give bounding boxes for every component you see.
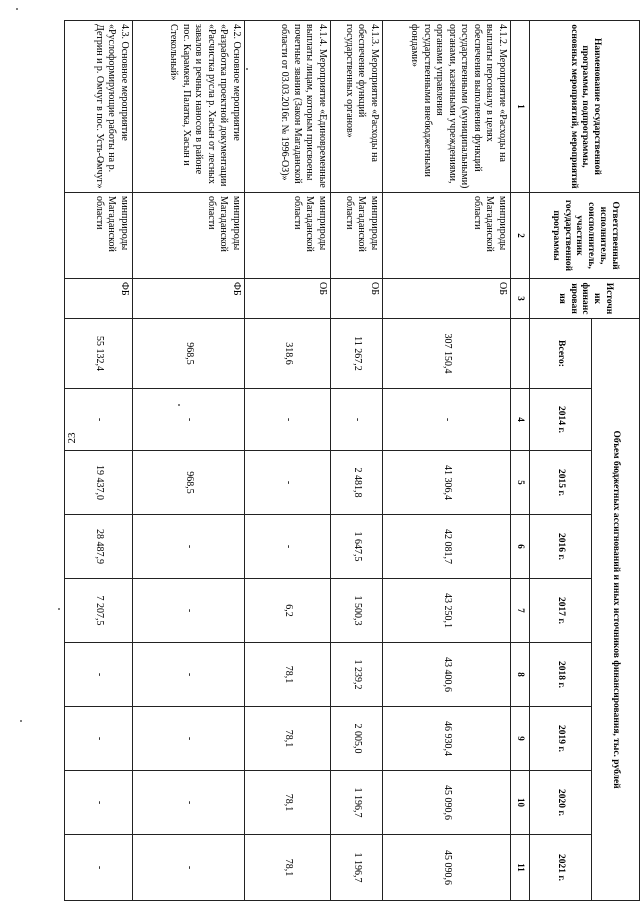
- row-value: -: [65, 389, 133, 451]
- row-value: 2 005,0: [331, 707, 383, 771]
- column-index: 3: [511, 279, 530, 319]
- row-value: 28 487,9: [65, 515, 133, 579]
- row-source: ФБ: [133, 279, 245, 319]
- header-year: 2017 г.: [530, 579, 592, 643]
- row-value: 1 647,5: [331, 515, 383, 579]
- table-row: [383, 21, 511, 901]
- row-value: -: [65, 643, 133, 707]
- header-year: 2014 г.: [530, 389, 592, 451]
- row-executor: минприроды Магаданской области: [383, 193, 511, 279]
- row-value: 1 239,2: [331, 643, 383, 707]
- scan-speck: [58, 608, 60, 610]
- row-source: ОБ: [383, 279, 511, 319]
- row-value: 6,2: [245, 579, 331, 643]
- row-value: -: [133, 579, 245, 643]
- row-value: 7 207,5: [65, 579, 133, 643]
- row-value: 46 930,4: [383, 707, 511, 771]
- row-value: 78,1: [245, 707, 331, 771]
- row-value: -: [133, 707, 245, 771]
- row-total: 968,5: [133, 319, 245, 389]
- row-value: -: [65, 835, 133, 901]
- row-value: -: [331, 389, 383, 451]
- row-name: 4.2. Основное мероприятие «Разработка проектной документации «Расчистка русла р. Хасын от лесных завалов и речных наносов в районе пос. Карамкен, Палатка, Хасын и Стекольный»: [133, 21, 245, 193]
- row-executor: минприроды Магаданской области: [331, 193, 383, 279]
- row-executor: минприроды Магаданской области: [133, 193, 245, 279]
- header-year: 2021 г.: [530, 835, 592, 901]
- header-year: 2019 г.: [530, 707, 592, 771]
- row-value: -: [65, 707, 133, 771]
- row-value: 43 250,1: [383, 579, 511, 643]
- row-value: 45 090,6: [383, 771, 511, 835]
- row-value: -: [133, 771, 245, 835]
- row-value: -: [245, 389, 331, 451]
- row-value: 78,1: [245, 771, 331, 835]
- row-value: 968,5: [133, 451, 245, 515]
- table-row: [133, 21, 245, 901]
- column-index: 5: [511, 451, 530, 515]
- header-year: 2015 г.: [530, 451, 592, 515]
- header-year: 2016 г.: [530, 515, 592, 579]
- row-value: -: [133, 835, 245, 901]
- row-source: ОБ: [245, 279, 331, 319]
- table-row: [65, 21, 133, 901]
- row-value: -: [133, 515, 245, 579]
- row-value: -: [245, 515, 331, 579]
- row-total: 307 150,4: [383, 319, 511, 389]
- column-index: 11: [511, 835, 530, 901]
- row-name: 4.1.2. Мероприятие «Расходы на выплаты персоналу в целях обеспечения выполнения функций государственными (муниципальными) органами, казенными учреждениями, органами управления государственными внебюджетными фондами»: [383, 21, 511, 193]
- column-index: 1: [511, 21, 530, 193]
- row-total: 11 267,2: [331, 319, 383, 389]
- header-year: 2018 г.: [530, 643, 592, 707]
- column-index: [511, 319, 530, 389]
- header-source: Источник финансирования: [530, 279, 640, 319]
- table-row: [331, 21, 383, 901]
- row-total: 318,6: [245, 319, 331, 389]
- row-value: -: [383, 389, 511, 451]
- row-value: 41 306,4: [383, 451, 511, 515]
- row-total: 55 132,4: [65, 319, 133, 389]
- row-value: 1 196,7: [331, 771, 383, 835]
- row-value: 1 500,3: [331, 579, 383, 643]
- row-value: -: [65, 771, 133, 835]
- column-index: 4: [511, 389, 530, 451]
- row-value: 78,1: [245, 643, 331, 707]
- column-index: 10: [511, 771, 530, 835]
- header-funding-group: Объем бюджетных ассигнований и иных источников финансирования, тыс. рублей: [592, 319, 640, 901]
- row-value: 1 196,7: [331, 835, 383, 901]
- row-value: -: [245, 451, 331, 515]
- row-value: 19 437,0: [65, 451, 133, 515]
- column-index: 2: [511, 193, 530, 279]
- column-index: 9: [511, 707, 530, 771]
- row-source: ОБ: [331, 279, 383, 319]
- page-number: 23: [66, 432, 78, 444]
- row-value: 45 090,6: [383, 835, 511, 901]
- column-index: 6: [511, 515, 530, 579]
- header-year: 2020 г.: [530, 771, 592, 835]
- rotated-table-sheet: [70, 20, 640, 900]
- scan-speck: [16, 8, 18, 10]
- row-value: -: [133, 389, 245, 451]
- row-value: 2 481,8: [331, 451, 383, 515]
- funding-table: [64, 20, 640, 901]
- row-source: ФБ: [65, 279, 133, 319]
- row-value: -: [133, 643, 245, 707]
- row-value: 42 081,7: [383, 515, 511, 579]
- column-index: 7: [511, 579, 530, 643]
- row-value: 78,1: [245, 835, 331, 901]
- header-name: Наименование государственной программы, подпрограммы, основных мероприятий, мероприятий: [530, 21, 640, 193]
- scan-speck: [20, 720, 22, 722]
- row-name: 4.1.3. Мероприятие «Расходы на обеспечение функций государственных органов»: [331, 21, 383, 193]
- row-executor: минприроды Магаданской области: [65, 193, 133, 279]
- column-index: 8: [511, 643, 530, 707]
- row-executor: минприроды Магаданской области: [245, 193, 331, 279]
- row-name: 4.3. Основное мероприятие «Руслоформирующие работы на р. Детрин и р. Омчуг в пос. Усть-Омчуг»: [65, 21, 133, 193]
- header-executor: Ответственный исполнитель, соисполнитель, участник государственной программы: [530, 193, 640, 279]
- header-total: Всего:: [530, 319, 592, 389]
- row-value: 43 400,6: [383, 643, 511, 707]
- table-row: [245, 21, 331, 901]
- row-name: 4.1.4. Мероприятие «Единовременные выплаты лицам, которым присвоены почетные звания (Закон Магаданской области от 03.03.2016г. № 1996-ОЗ)»: [245, 21, 331, 193]
